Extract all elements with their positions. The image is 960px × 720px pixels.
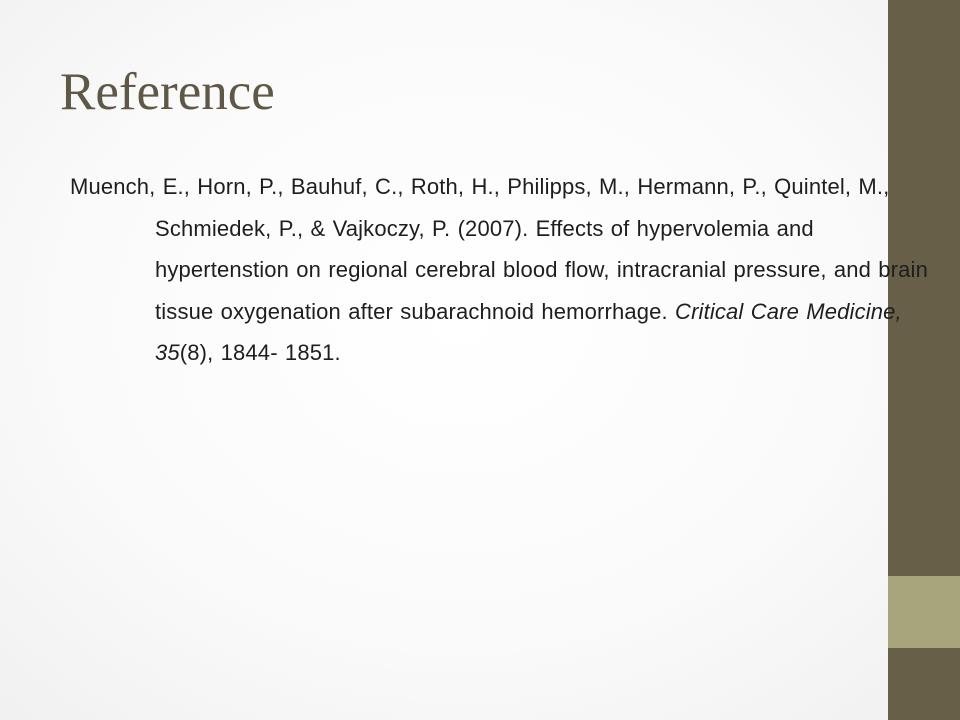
reference-citation — [70, 166, 935, 374]
reference-year: (2007). — [457, 215, 529, 241]
reference-article-title: Effects of hypervolemia and hypertenstion on regional cerebral blood flow, intracranial pressure, and brain tissue oxygenation after subarachnoid hemorrhage. — [155, 215, 928, 324]
slide-title: Reference — [60, 63, 275, 121]
reference-issue: (8), — [179, 340, 214, 365]
reference-journal: Critical Care Medicine, 35 — [155, 298, 902, 365]
reference-pages: 1844- 1851. — [220, 340, 341, 365]
side-bar-accent — [888, 576, 960, 648]
reference-authors: Muench, E., Horn, P., Bauhuf, C., Roth, H., Philipps, M., Hermann, P., Quintel, M., Schmiedek, P., & Vajkoczy, P. — [70, 174, 890, 241]
